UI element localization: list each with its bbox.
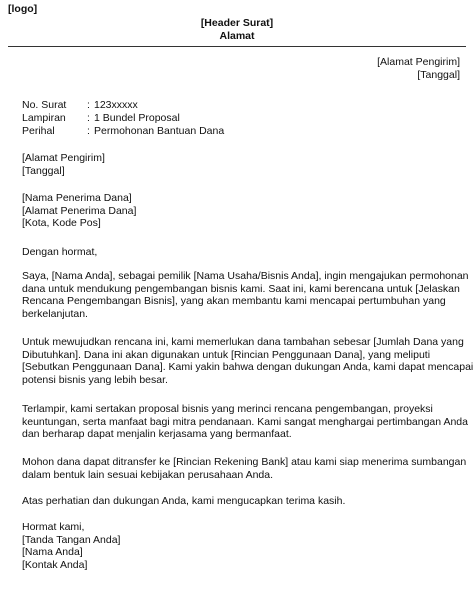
recipient-block xyxy=(22,192,452,230)
paragraph-line: dan berharap dapat menjalin kerjasama yang bermanfaat. xyxy=(22,428,292,441)
paragraph-line: Mohon dana dapat ditransfer ke [Rincian Rekening Bank] atau kami siap menerima sumbangan xyxy=(22,456,467,468)
paragraph-line: keuntungan, serta manfaat bagi mitra pendanaan. Kami sangat menghargai pertimbangan Anda xyxy=(22,415,468,428)
meta-label: Lampiran xyxy=(22,112,66,124)
meta-row-attachment xyxy=(22,112,224,125)
sender-block-left xyxy=(22,152,452,177)
letter-header xyxy=(0,17,474,43)
signature-salutation: Hormat kami, xyxy=(22,521,85,533)
logo-placeholder: [logo] xyxy=(8,3,38,15)
closing-line: Atas perhatian dan dukungan Anda, kami mengucapkan terima kasih. xyxy=(22,495,346,507)
paragraph-line: Terlampir, kami sertakan proposal bisnis yang merinci rencana pengembangan, proyeksi xyxy=(22,403,433,415)
paragraph-line: Rencana Pengembangan Bisnis], yang akan membantu kami mencapai pertumbuhan yang xyxy=(22,295,446,308)
sender-address-right: [Alamat Pengirim] xyxy=(377,56,460,68)
recipient-address: [Alamat Penerima Dana] xyxy=(22,204,137,217)
letter-meta xyxy=(22,99,224,138)
meta-separator: : xyxy=(87,125,90,137)
paragraph-attachment xyxy=(22,403,468,441)
meta-value: Permohonan Bantuan Dana xyxy=(94,125,225,137)
meta-value: 123xxxxx xyxy=(94,99,138,111)
sender-address-left: [Alamat Pengirim] xyxy=(22,152,105,164)
signature-name: [Nama Anda] xyxy=(22,546,83,559)
greeting: Dengan hormat, xyxy=(22,246,98,258)
meta-separator: : xyxy=(87,112,90,124)
recipient-city: [Kota, Kode Pos] xyxy=(22,217,101,230)
meta-label: No. Surat xyxy=(22,99,67,111)
header-divider xyxy=(8,46,466,47)
meta-row-number xyxy=(22,99,224,112)
paragraph-line: dana untuk mendukung pengembangan bisnis kami. Saat ini, kami berencana untuk [Jelaskan xyxy=(22,282,460,295)
paragraph-transfer xyxy=(22,456,467,481)
paragraph-line: dalam bentuk lain sesuai kebijakan perusahaan Anda. xyxy=(22,468,274,481)
sender-block-right xyxy=(377,56,460,81)
sender-date-right: [Tanggal] xyxy=(417,68,460,81)
header-address: Alamat xyxy=(219,30,255,42)
paragraph-line: Dibutuhkan]. Dana ini akan digunakan untuk [Rincian Penggunaan Dana], yang meliputi xyxy=(22,348,431,361)
paragraph-line: [Sebutkan Penggunaan Dana]. Kami yakin bahwa dengan dukungan Anda, kami dapat mencapai xyxy=(22,361,474,374)
paragraph-funding xyxy=(22,336,474,386)
signature-contact: [Kontak Anda] xyxy=(22,558,88,571)
signature-placeholder: [Tanda Tangan Anda] xyxy=(22,533,121,546)
header-title: [Header Surat] xyxy=(200,17,274,29)
sender-date-left: [Tanggal] xyxy=(22,164,65,177)
meta-value: 1 Bundel Proposal xyxy=(94,112,180,124)
paragraph-intro xyxy=(22,270,469,320)
paragraph-line: Saya, [Nama Anda], sebagai pemilik [Nama Usaha/Bisnis Anda], ingin mengajukan permohonan xyxy=(22,270,469,282)
signature-block xyxy=(22,521,452,571)
paragraph-line: potensi bisnis yang lebih besar. xyxy=(22,373,168,386)
meta-label: Perihal xyxy=(22,125,55,137)
meta-separator: : xyxy=(87,99,90,111)
meta-row-subject xyxy=(22,125,224,138)
paragraph-line: Untuk mewujudkan rencana ini, kami memerlukan dana tambahan sebesar [Jumlah Dana yang xyxy=(22,336,464,348)
recipient-name: [Nama Penerima Dana] xyxy=(22,192,132,204)
paragraph-line: berkelanjutan. xyxy=(22,307,88,320)
